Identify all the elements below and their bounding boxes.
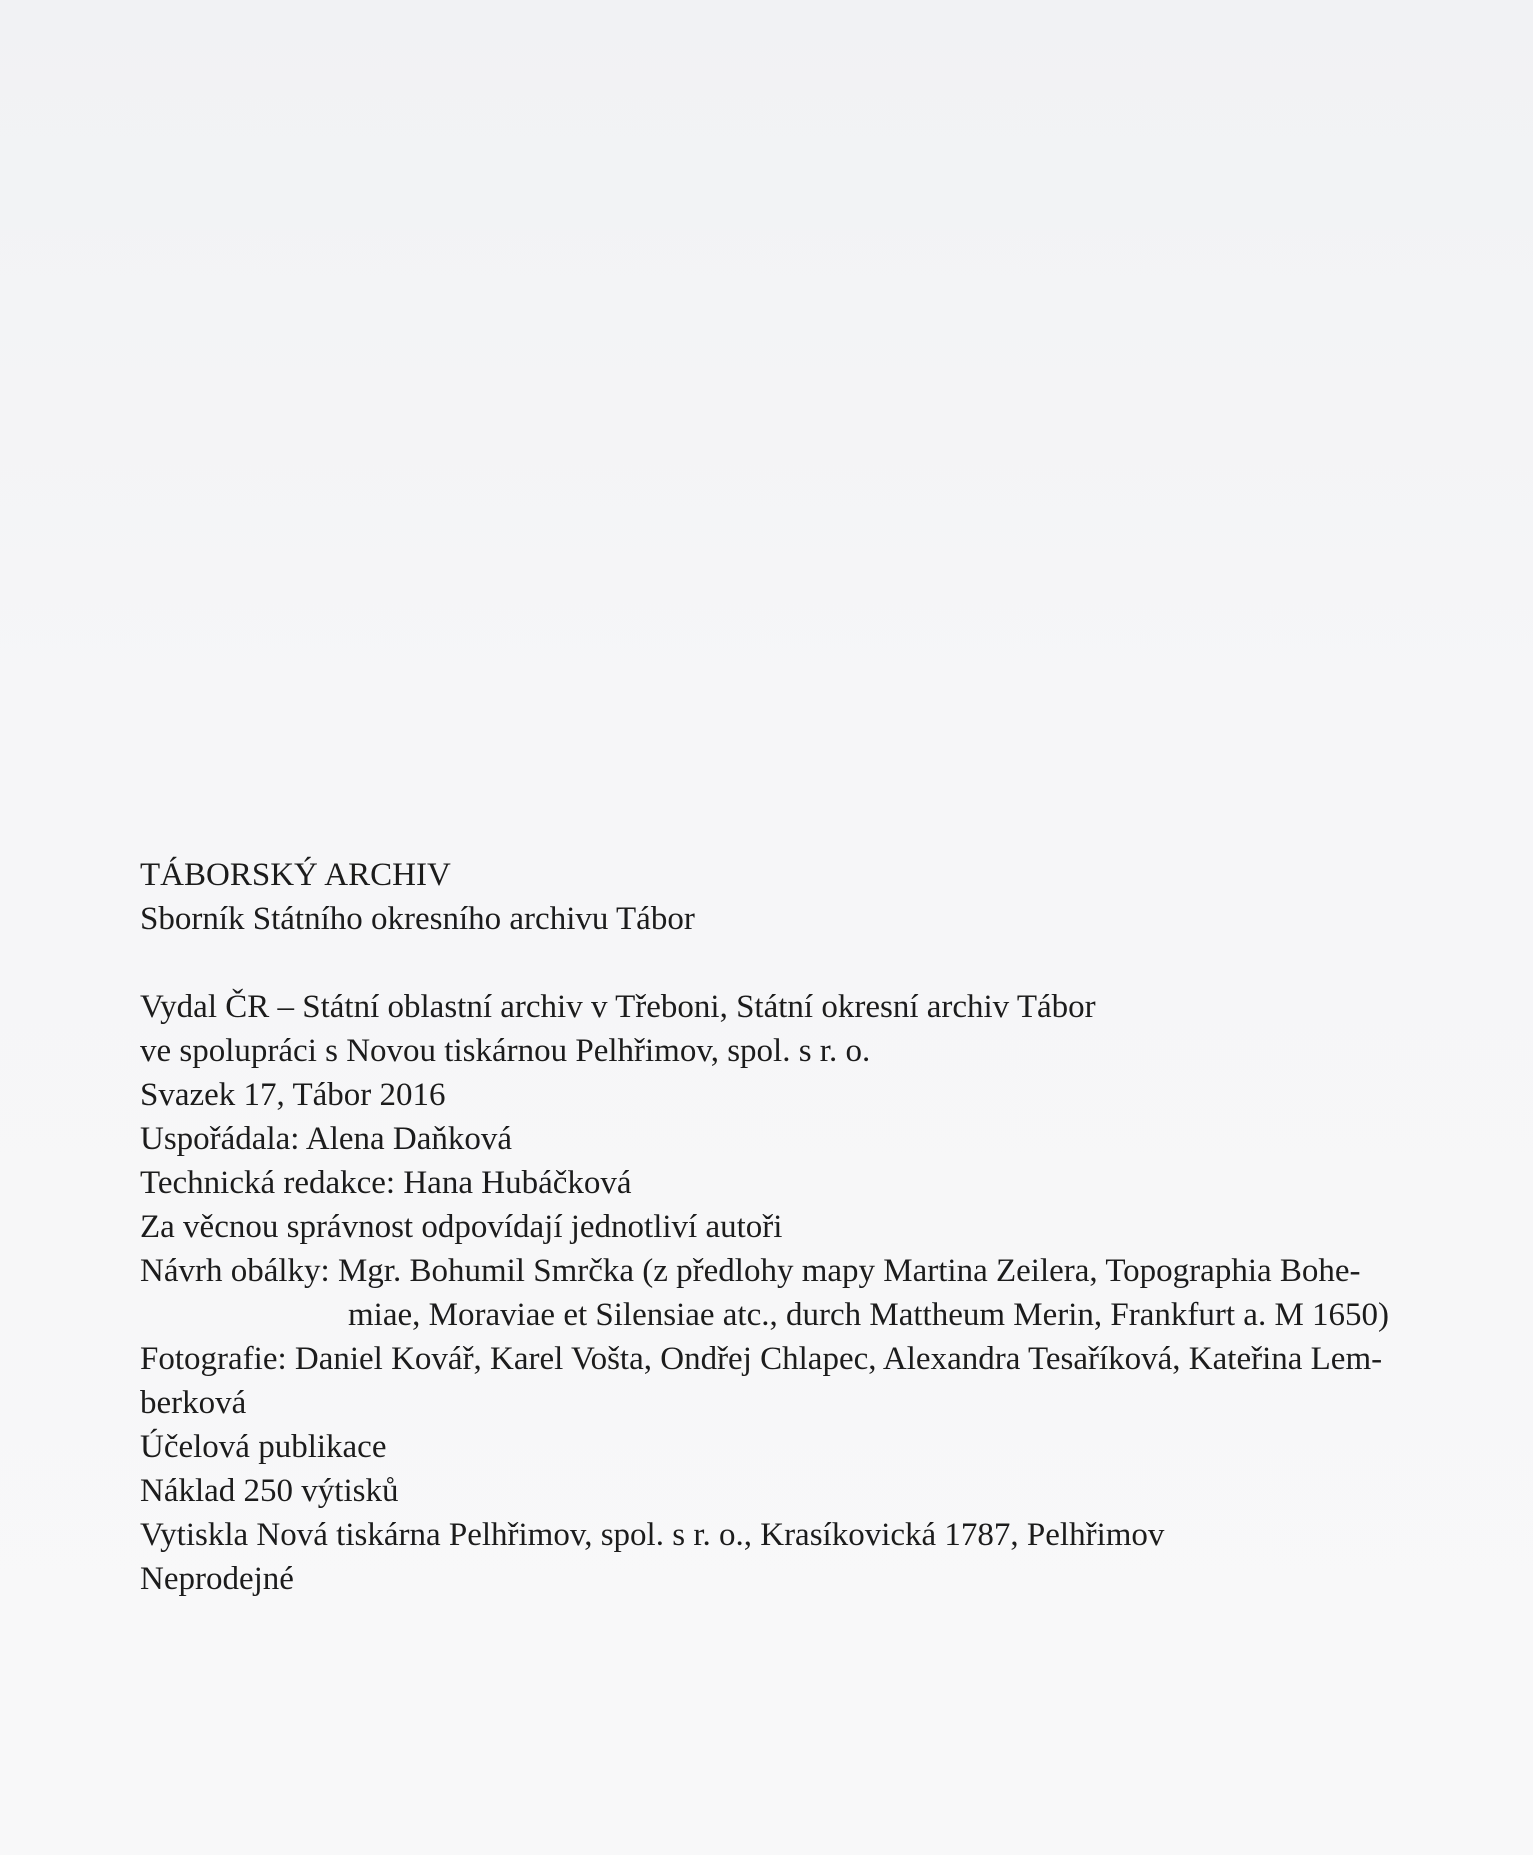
- publication-title: TÁBORSKÝ ARCHIV: [140, 857, 451, 893]
- cover-design-line-continued: miae, Moraviae et Silensiae atc., durch Mattheum Merin, Frankfurt a. M 1650): [348, 1297, 1390, 1333]
- cover-design-line: Návrh obálky: Mgr. Bohumil Smrčka (z předlohy mapy Martina Zeilera, Topographia Bohe-: [140, 1253, 1361, 1289]
- publication-subtitle: Sborník Státního okresního archivu Tábor: [140, 901, 695, 937]
- editor-line: Uspořádala: Alena Daňková: [140, 1121, 513, 1157]
- print-run-line: Náklad 250 výtisků: [140, 1473, 399, 1509]
- publisher-line: Vydal ČR – Státní oblastní archiv v Třeboni, Státní okresní archiv Tábor: [140, 989, 1096, 1025]
- purpose-line: Účelová publikace: [140, 1429, 387, 1465]
- volume-line: Svazek 17, Tábor 2016: [140, 1077, 446, 1113]
- technical-editor-line: Technická redakce: Hana Hubáčková: [140, 1165, 632, 1201]
- photography-line: Fotografie: Daniel Kovář, Karel Vošta, Ondřej Chlapec, Alexandra Tesaříková, Kateřina Lem-: [140, 1341, 1383, 1377]
- not-for-sale-line: Neprodejné: [140, 1561, 294, 1597]
- cooperation-line: ve spolupráci s Novou tiskárnou Pelhřimov, spol. s r. o.: [140, 1033, 871, 1069]
- printer-line: Vytiskla Nová tiskárna Pelhřimov, spol. s r. o., Krasíkovická 1787, Pelhřimov: [140, 1517, 1165, 1553]
- photography-line-continued: berková: [140, 1385, 247, 1421]
- spacer: [140, 941, 1530, 985]
- responsibility-line: Za věcnou správnost odpovídají jednotliví autoři: [140, 1209, 783, 1245]
- colophon-block: [140, 853, 1530, 1601]
